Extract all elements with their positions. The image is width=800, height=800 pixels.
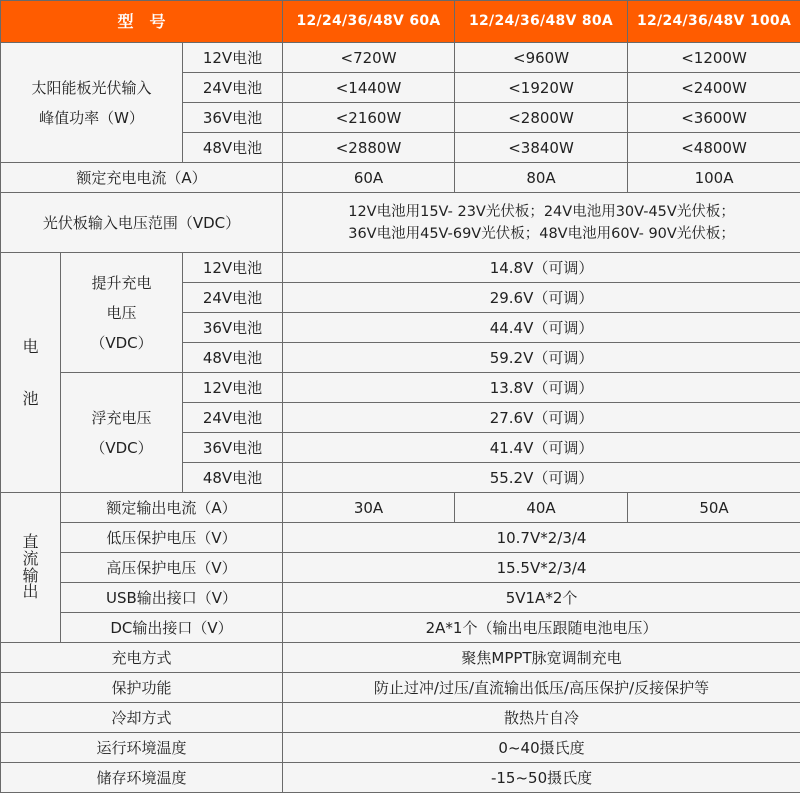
peak-power-label — [1, 43, 183, 163]
value-cell: 44.4V（可调） — [283, 313, 800, 343]
value-cell: -15~50摄氏度 — [283, 763, 800, 793]
table-row — [1, 643, 800, 673]
value-cell: 29.6V（可调） — [283, 283, 800, 313]
charging-method-label: 充电方式 — [1, 643, 283, 673]
battery-label: 36V电池 — [183, 103, 283, 133]
dc-output-group-char: 直 — [22, 531, 39, 551]
battery-label: 12V电池 — [183, 253, 283, 283]
peak-power-label-line2: 峰值功率（W） — [39, 108, 144, 127]
float-voltage-label — [61, 373, 183, 493]
table-row — [1, 163, 800, 193]
battery-label: 48V电池 — [183, 133, 283, 163]
value-cell: 55.2V（可调） — [283, 463, 800, 493]
model-100a: 12/24/36/48V 100A — [628, 1, 800, 43]
value-cell: <1440W — [283, 73, 455, 103]
battery-group-char: 池 — [22, 388, 39, 408]
value-cell: 5V1A*2个 — [283, 583, 800, 613]
battery-label: 24V电池 — [183, 403, 283, 433]
value-cell: 50A — [628, 493, 800, 523]
battery-label: 24V电池 — [183, 73, 283, 103]
rated-output-current-label: 额定输出电流（A） — [61, 493, 283, 523]
battery-label: 36V电池 — [183, 313, 283, 343]
value-cell: 60A — [283, 163, 455, 193]
table-row — [1, 553, 800, 583]
value-cell: <3600W — [628, 103, 800, 133]
value-cell: <1920W — [455, 73, 628, 103]
value-cell: <2800W — [455, 103, 628, 133]
pv-voltage-range-line1: 12V电池用15V- 23V光伏板；24V电池用30V-45V光伏板； — [348, 203, 735, 220]
value-cell: 聚焦MPPT脉宽调制充电 — [283, 643, 800, 673]
table-row — [1, 193, 800, 253]
dc-output-group-char: 出 — [22, 582, 39, 602]
value-cell: 散热片自冷 — [283, 703, 800, 733]
value-cell: 100A — [628, 163, 800, 193]
rated-charge-current-label: 额定充电电流（A） — [1, 163, 283, 193]
value-cell: <3840W — [455, 133, 628, 163]
value-cell: <720W — [283, 43, 455, 73]
high-voltage-protect-label: 高压保护电压（V） — [61, 553, 283, 583]
dc-output-group-char: 输 — [22, 565, 39, 585]
model-60a: 12/24/36/48V 60A — [283, 1, 455, 43]
boost-voltage-label — [61, 253, 183, 373]
value-cell: 80A — [455, 163, 628, 193]
battery-label: 12V电池 — [183, 373, 283, 403]
pv-voltage-range-line2: 36V电池用45V-69V光伏板；48V电池用60V- 90V光伏板； — [348, 225, 735, 242]
table-row — [1, 733, 800, 763]
table-row — [1, 583, 800, 613]
table-row — [1, 613, 800, 643]
value-cell: <2160W — [283, 103, 455, 133]
value-cell: 30A — [283, 493, 455, 523]
header-row — [1, 1, 800, 43]
dc-port-label: DC输出接口（V） — [61, 613, 283, 643]
table-row — [1, 253, 800, 283]
low-voltage-protect-label: 低压保护电压（V） — [61, 523, 283, 553]
value-cell: 2A*1个（输出电压跟随电池电压） — [283, 613, 800, 643]
value-cell: 41.4V（可调） — [283, 433, 800, 463]
battery-label: 24V电池 — [183, 283, 283, 313]
table-row — [1, 673, 800, 703]
value-cell: <2880W — [283, 133, 455, 163]
peak-power-label-line1: 太阳能板光伏输入 — [31, 78, 152, 97]
model-80a: 12/24/36/48V 80A — [455, 1, 628, 43]
float-label-line2: （VDC） — [90, 438, 153, 457]
value-cell: 59.2V（可调） — [283, 343, 800, 373]
value-cell: <2400W — [628, 73, 800, 103]
battery-label: 48V电池 — [183, 343, 283, 373]
value-cell: 15.5V*2/3/4 — [283, 553, 800, 583]
table-row — [1, 763, 800, 793]
cooling-label: 冷却方式 — [1, 703, 283, 733]
operating-temp-label: 运行环境温度 — [1, 733, 283, 763]
battery-label: 12V电池 — [183, 43, 283, 73]
battery-label: 36V电池 — [183, 433, 283, 463]
storage-temp-label: 储存环境温度 — [1, 763, 283, 793]
table-row — [1, 43, 800, 73]
value-cell: <4800W — [628, 133, 800, 163]
protection-label: 保护功能 — [1, 673, 283, 703]
battery-group-label — [1, 253, 61, 493]
table-row — [1, 523, 800, 553]
battery-label: 48V电池 — [183, 463, 283, 493]
battery-group-char: 电 — [22, 336, 39, 356]
boost-label-line1: 提升充电 — [91, 273, 152, 292]
value-cell: <960W — [455, 43, 628, 73]
table-row — [1, 493, 800, 523]
float-label-line1: 浮充电压 — [91, 408, 152, 427]
dc-output-group-label — [1, 493, 61, 643]
pv-voltage-range-value — [283, 193, 800, 253]
boost-label-line2: 电压 — [106, 303, 137, 322]
usb-port-label: USB输出接口（V） — [61, 583, 283, 613]
table-row — [1, 703, 800, 733]
value-cell: 13.8V（可调） — [283, 373, 800, 403]
value-cell: 0~40摄氏度 — [283, 733, 800, 763]
value-cell: 防止过冲/过压/直流输出低压/高压保护/反接保护等 — [283, 673, 800, 703]
value-cell: 14.8V（可调） — [283, 253, 800, 283]
boost-label-line3: （VDC） — [90, 333, 153, 352]
model-label: 型 号 — [1, 1, 283, 43]
value-cell: 40A — [455, 493, 628, 523]
value-cell: 27.6V（可调） — [283, 403, 800, 433]
value-cell: 10.7V*2/3/4 — [283, 523, 800, 553]
value-cell: <1200W — [628, 43, 800, 73]
dc-output-group-char: 流 — [22, 548, 39, 568]
table-row — [1, 373, 800, 403]
pv-voltage-range-label: 光伏板输入电压范围（VDC） — [1, 193, 283, 253]
